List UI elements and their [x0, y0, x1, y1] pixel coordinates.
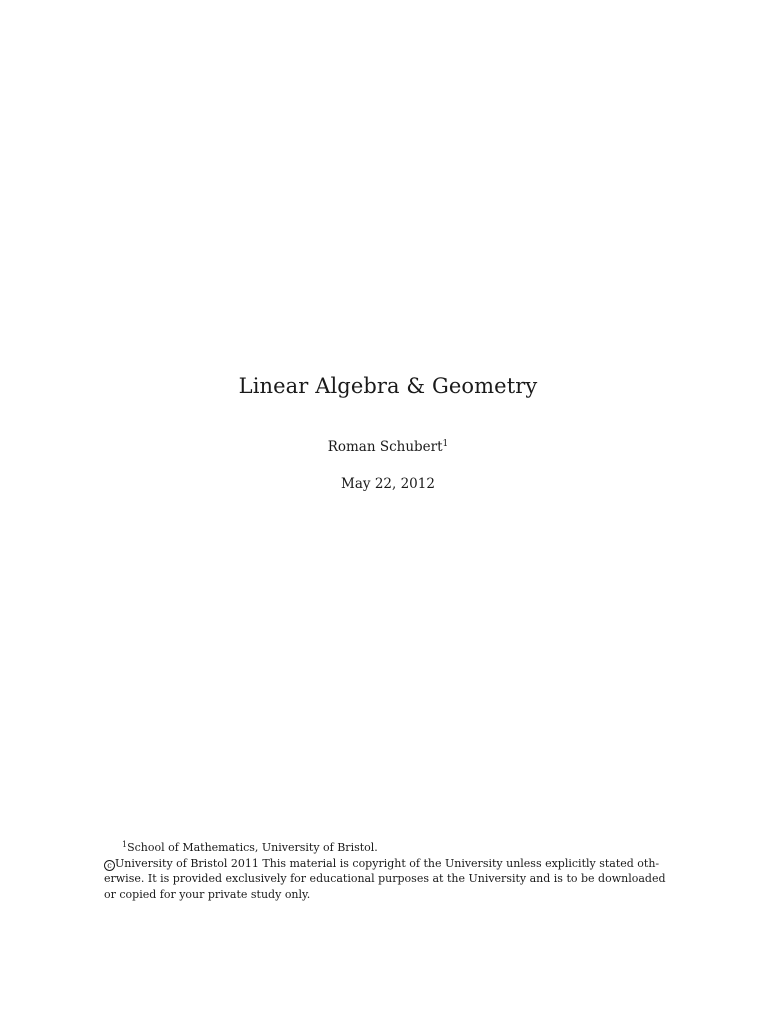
footnote-affiliation: School of Mathematics, University of Bristol.	[127, 841, 378, 854]
footnote	[104, 840, 674, 902]
footnote-affiliation-line	[104, 840, 674, 856]
copyright-text-line-3: or copied for your private study only.	[104, 887, 311, 901]
copyright-icon: c	[104, 860, 115, 871]
author-footnote-mark: 1	[442, 439, 449, 449]
copyright-line	[104, 856, 674, 872]
document-date: May 22, 2012	[341, 476, 435, 492]
author-name: Roman Schubert	[327, 439, 443, 455]
copyright-text-line-2: erwise. It is provided exclusively for educational purposes at the University and is to be downloaded	[104, 872, 666, 885]
document-title: Linear Algebra & Geometry	[238, 374, 538, 398]
footnote-mark: 1	[122, 840, 128, 849]
author-line	[0, 439, 768, 455]
copyright-text-line-1: University of Bristol 2011 This material is copyright of the University unless explicitly stated oth-	[115, 856, 660, 870]
